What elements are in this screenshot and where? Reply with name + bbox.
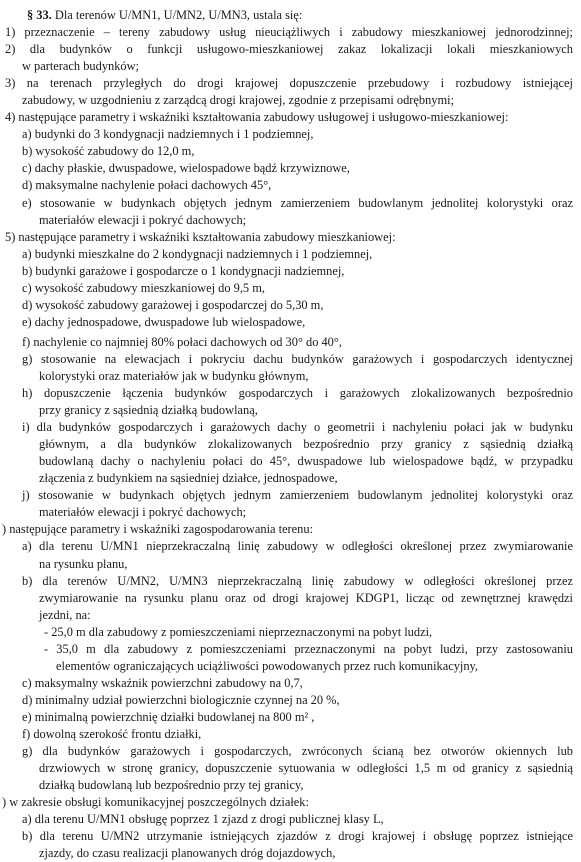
section-heading (5, 7, 573, 24)
text-line: 3) na terenach przyległych do drogi krajowej dopuszczenie przebudowy i rozbudowy istniejącej (5, 76, 573, 91)
text-line: 2) dla budynków o funkcji usługowo-mieszkaniowej zakaz lokalizacji lokali mieszkaniowych (5, 42, 573, 57)
text-line: f) nachylenie co najmniej 80% połaci dachowych od 30° do 40°, (22, 334, 342, 349)
text-line: c) wysokość zabudowy mieszkaniowej do 9,5 m, (22, 280, 265, 295)
text-line: e) dachy jednospadowe, dwuspadowe lub wielospadowe, (22, 314, 306, 329)
text-line: działką budowlaną lub bezpośrednio przy tej granicy, (39, 778, 304, 793)
text-line: elementów ograniczających uciążliwości powodowanych przez ruch komunikacyjny, (56, 658, 479, 673)
text-line: a) dla terenu U/MN1 obsługę poprzez 1 zjazd z drogi publicznej klasy L, (22, 812, 384, 827)
section-mark: § 33. (27, 8, 52, 22)
text-line: zwymiarowanie na rysunku planu oraz od drogi krajowej KDGP1, licząc od zewnętrznej krawędzi (39, 590, 573, 605)
text-line: przy granicy z sąsiednią działką budowlaną, (39, 403, 258, 418)
text-line: materiałów elewacji i pokryć dachowych; (39, 505, 247, 520)
text-line: a) dla terenu U/MN1 nieprzekraczalną linię zabudowy w odległości określonej przez zwymiarowanie (22, 539, 573, 554)
text-line: złączenia z budynkiem na sąsiedniej działce, jednospadowe, (39, 471, 338, 486)
text-line: kolorystyki oraz materiałów jak w budynku głównym, (39, 368, 309, 383)
text-line: jezdni, na: (39, 607, 91, 622)
text-line: d) wysokość zabudowy garażowej i gospodarczej do 5,30 m, (22, 297, 324, 312)
text-line: d) minimalny udział powierzchni biologicznie czynnej na 20 %, (22, 692, 340, 707)
text-line: zjazdy, do czasu realizacji planowanych dróg dojazdowych, (39, 846, 336, 861)
text-line: drzwiowych w stronę granicy, dopuszczenie sytuowania w odległości 1,5 m od granicy z sąsiednią (39, 761, 573, 776)
text-line: j) stosowanie w budynkach objętych jednym zamierzeniem budowlanym jednolitej kolorystyki oraz (22, 488, 573, 503)
text-line: ) w zakresie obsługi komunikacyjnej poszczególnych działek: (2, 795, 309, 810)
text-line: f) dowolną szerokość frontu działki, (22, 726, 202, 741)
section-heading-text: Dla terenów U/MN1, U/MN2, U/MN3, ustala się: (51, 8, 303, 22)
text-line: b) dla terenu U/MN2 utrzymanie istniejących zjazdów z drogi krajowej i obsługę poprzez istniejące (22, 829, 573, 844)
text-line: materiałów elewacji i pokryć dachowych; (39, 212, 247, 227)
text-line: e) stosowanie w budynkach objętych jednym zamierzeniem budowlanym jednolitej kolorystyki oraz (22, 195, 573, 210)
text-line: g) stosowanie na elewacjach i pokryciu dachu budynków garażowych i gospodarczych identycznej (22, 351, 573, 366)
text-line: zabudowy, w uzgodnieniu z zarządcą drogi krajowej, zgodnie z przepisami odrębnymi; (22, 93, 455, 108)
text-line: w parterach budynków; (22, 59, 139, 74)
text-line: c) dachy płaskie, dwuspadowe, wielospadowe bądź krzywiznowe, (22, 161, 350, 176)
text-line: i) dla budynków gospodarczych i garażowych dachy o geometrii i nachyleniu połaci jak w budynku (22, 420, 573, 435)
document-body (2, 24, 573, 862)
text-line: a) budynki do 3 kondygnacji nadziemnych i 1 podziemnej, (22, 127, 314, 142)
text-line: na rysunku planu, (39, 556, 128, 571)
text-line: c) maksymalny wskaźnik powierzchni zabudowy na 0,7, (22, 675, 303, 690)
text-line: budowlaną dachy o nachyleniu połaci do 45°, dwuspadowe lub wielospadowe bądź, w przypadku (39, 454, 573, 469)
text-line: b) wysokość zabudowy do 12,0 m, (22, 144, 195, 159)
text-line: a) budynki mieszkalne do 2 kondygnacji nadziemnych i 1 podziemnej, (22, 246, 373, 261)
text-line: ) następujące parametry i wskaźniki zagospodarowania terenu: (2, 522, 314, 537)
text-line: - 35,0 m dla zabudowy z pomieszczeniami przeznaczonymi na pobyt ludzi, przy zastosowaniu (44, 641, 573, 656)
text-line: b) dla terenów U/MN2, U/MN3 nieprzekraczalną linię zabudowy w odległości określonej przez (22, 573, 573, 588)
text-line: 4) następujące parametry i wskaźniki kształtowania zabudowy usługowej i usługowo-mieszkaniowej: (5, 110, 509, 125)
text-line: g) dla budynków garażowych i gospodarczych, zwróconych ścianą bez otworów okiennych lub (22, 744, 573, 759)
text-line: 1) przeznaczenie – tereny zabudowy usług nieuciążliwych i zabudowy mieszkaniowej jednorodzinnej; (5, 25, 573, 40)
text-line: - 25,0 m dla zabudowy z pomieszczeniami nieprzeznaczonymi na pobyt ludzi, (44, 624, 433, 639)
text-line: b) budynki garażowe i gospodarcze o 1 kondygnacji nadziemnej, (22, 263, 345, 278)
text-line: głównym, a dla budynków zlokalizowanych bezpośrednio przy granicy z sąsiednią działką (39, 437, 573, 452)
text-line: e) minimalną powierzchnię działki budowlanej na 800 m² , (22, 709, 315, 724)
text-line: 5) następujące parametry i wskaźniki kształtowania zabudowy mieszkaniowej: (5, 229, 396, 244)
text-line: d) maksymalne nachylenie połaci dachowych 45°, (22, 178, 272, 193)
text-line: h) dopuszczenie łączenia budynków gospodarczych i garażowych zlokalizowanych bezpośrednio (22, 386, 573, 401)
